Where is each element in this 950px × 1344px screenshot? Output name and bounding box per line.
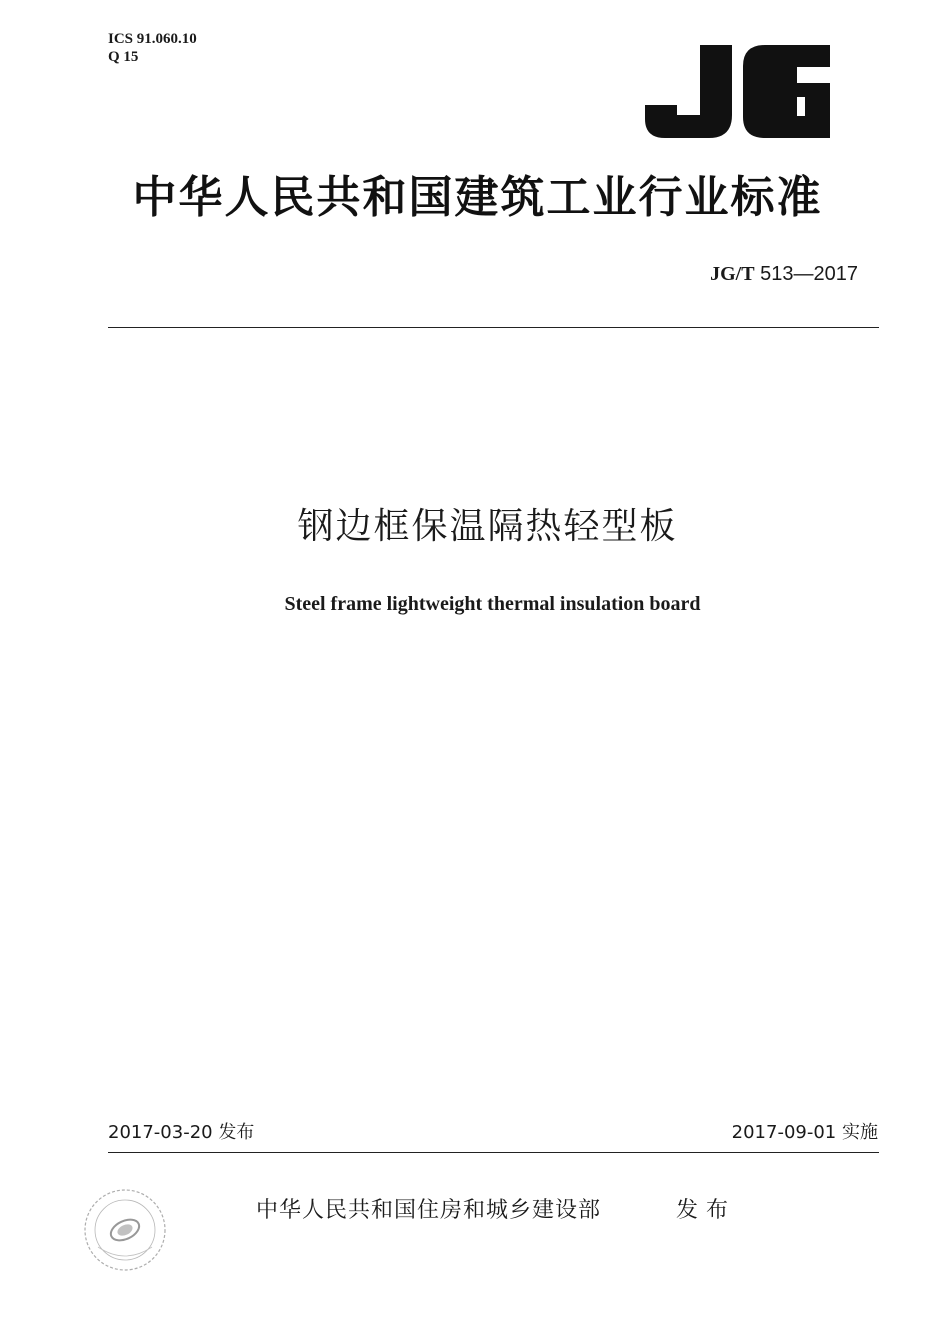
- footer-divider: [108, 1152, 879, 1153]
- issue-action: 发布: [676, 1198, 737, 1223]
- jg-logo-letter-g: [743, 45, 830, 138]
- header-divider: [108, 327, 879, 328]
- publication-date: 2017-03-20 发布: [108, 1122, 255, 1143]
- jg-logo: [645, 45, 830, 140]
- ics-code: ICS 91.060.10: [108, 31, 197, 47]
- standard-number-prefix: JG/T: [710, 263, 755, 285]
- standard-number: [710, 262, 858, 286]
- anti-counterfeit-seal-icon: [80, 1185, 170, 1275]
- implementation-date: 2017-09-01 实施: [731, 1122, 878, 1143]
- standard-number-value: 513—2017: [760, 263, 858, 285]
- jg-logo-letter-j: [645, 45, 732, 138]
- document-title-english: Steel frame lightweight thermal insulation board: [284, 593, 701, 615]
- ccs-code: Q 15: [108, 49, 139, 65]
- standard-category-title: 中华人民共和国建筑工业行业标准: [132, 172, 823, 223]
- issuing-authority: 中华人民共和国住房和城乡建设部: [256, 1198, 602, 1223]
- document-title-chinese: 钢边框保温隔热轻型板: [297, 506, 678, 547]
